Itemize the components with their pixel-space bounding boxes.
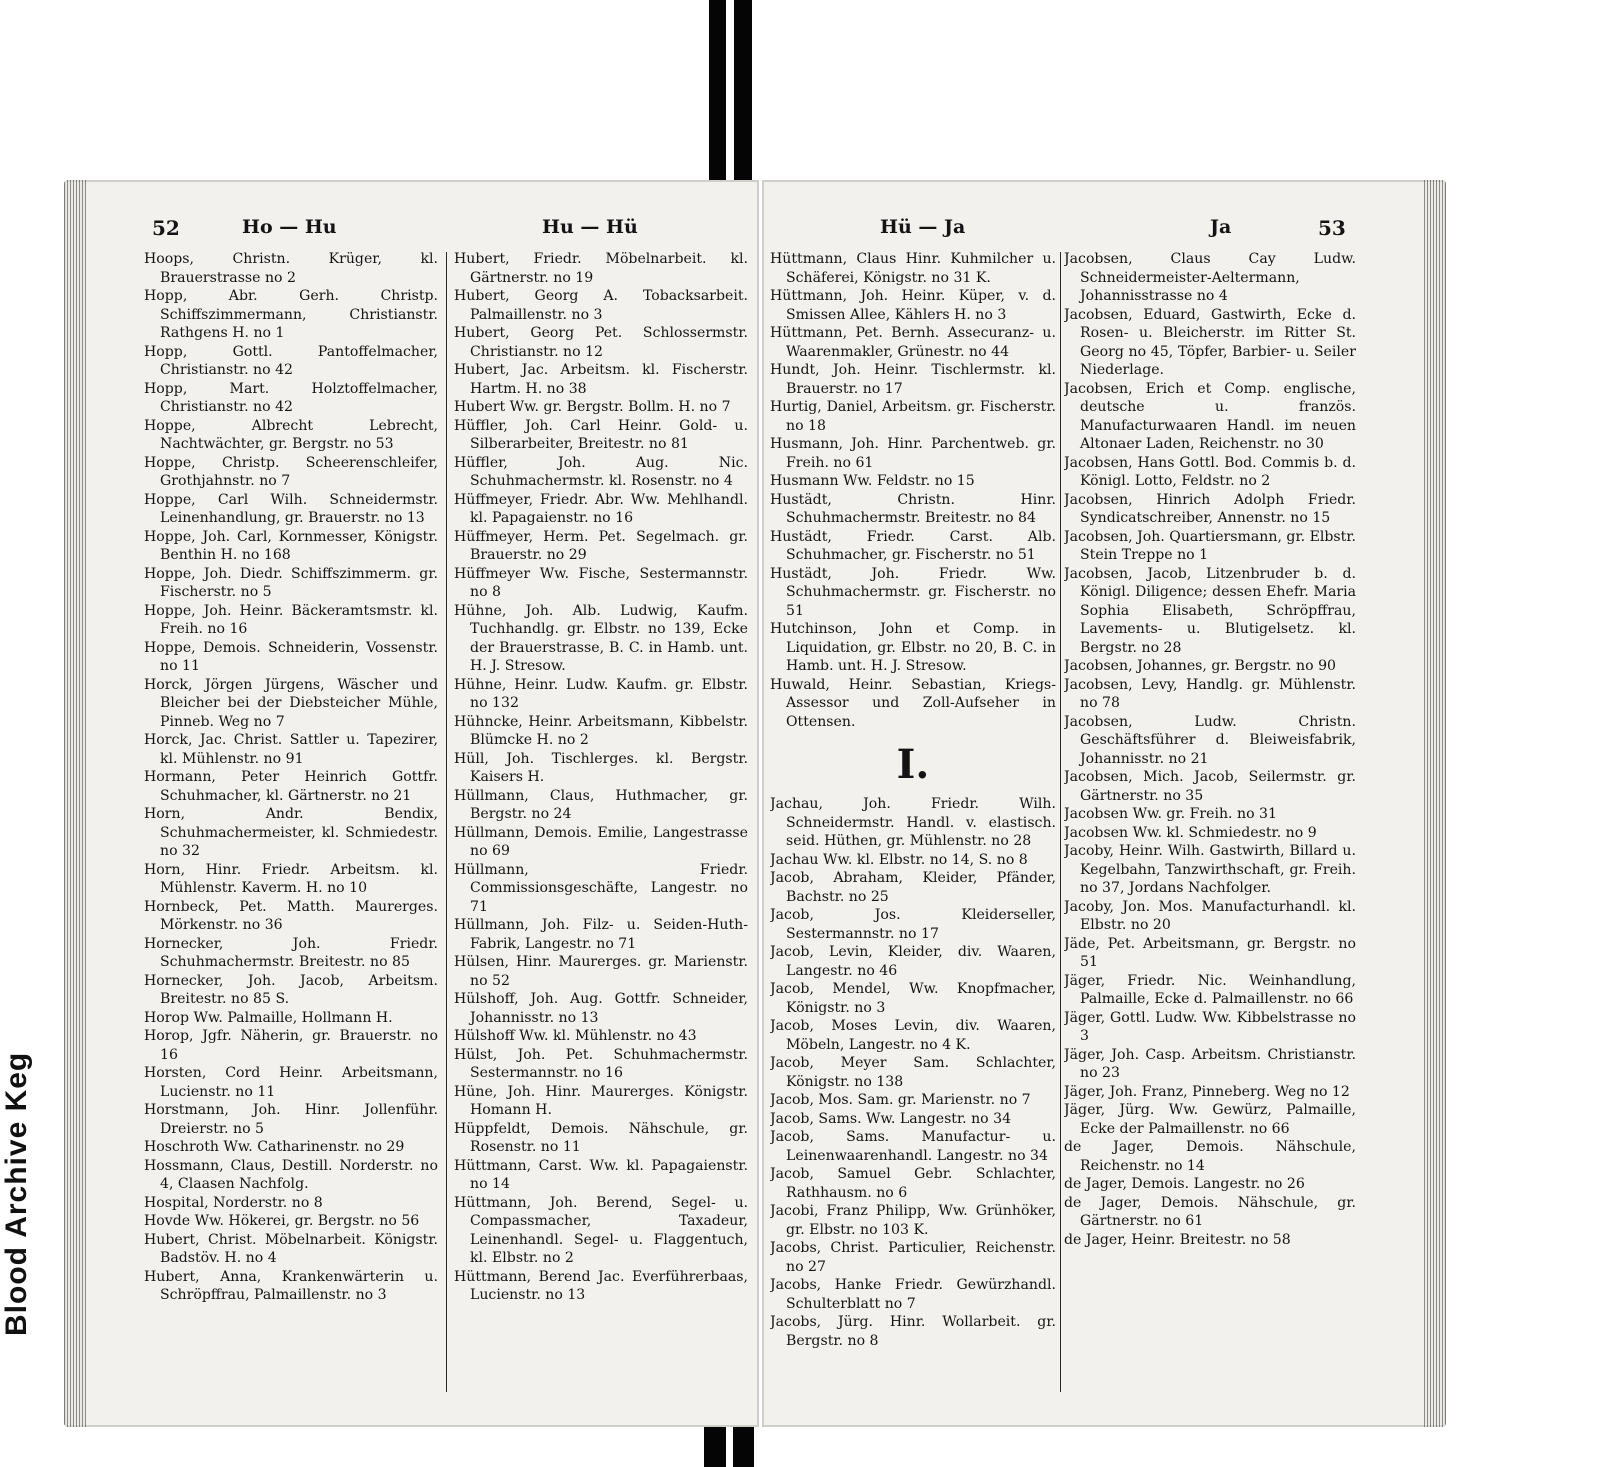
directory-entry: Hopp, Gottl. Pantoffelmacher, Christianstr. no 42 xyxy=(144,343,438,378)
directory-entry: Hubert, Jac. Arbeitsm. kl. Fischerstr. Hartm. H. no 38 xyxy=(454,362,748,397)
directory-entry: Hüllmann, Claus, Huthmacher, gr. Bergstr. no 24 xyxy=(454,787,748,822)
directory-entry: Hüll, Joh. Tischlerges. kl. Bergstr. Kaisers H. xyxy=(454,750,748,785)
directory-entry: Jacob, Moses Levin, div. Waaren, Möbeln, Langestr. no 4 K. xyxy=(770,1018,1056,1053)
directory-entry: Hoschroth Ww. Catharinenstr. no 29 xyxy=(144,1139,405,1155)
directory-entry: Jacob, Meyer Sam. Schlachter, Königstr. no 138 xyxy=(770,1055,1056,1090)
directory-entry: Hopp, Mart. Holztoffelmacher, Christianstr. no 42 xyxy=(144,380,438,415)
directory-entry: Horsten, Cord Heinr. Arbeitsmann, Lucienstr. no 11 xyxy=(144,1065,438,1100)
directory-entry: Hoppe, Christp. Scheerenschleifer, Grothjahnstr. no 7 xyxy=(144,454,438,489)
directory-entry: de Jager, Demois. Nähschule, gr. Gärtnerstr. no 61 xyxy=(1064,1194,1356,1229)
directory-entry: Hüffler, Joh. Aug. Nic. Schuhmachermstr. kl. Rosenstr. no 4 xyxy=(454,454,748,489)
directory-entry: Jacobsen Ww. kl. Schmiedestr. no 9 xyxy=(1064,824,1317,841)
right-page xyxy=(762,180,1446,1427)
side-archive-label: Blood Archive Keg xyxy=(0,1051,33,1336)
directory-entry: Hüppfeldt, Demois. Nähschule, gr. Rosenstr. no 11 xyxy=(454,1120,748,1155)
page-number-left: 52 xyxy=(152,216,180,240)
directory-entry: Hüne, Joh. Hinr. Maurerges. Königstr. Homann H. xyxy=(454,1083,748,1118)
directory-entry: Horck, Jörgen Jürgens, Wäscher und Bleicher bei der Diebsteicher Mühle, Pinneb. Weg no 7 xyxy=(144,676,438,730)
right-page-column-1 xyxy=(770,250,1056,1400)
directory-entry: Hüttmann, Pet. Bernh. Assecuranz- u. Waarenmakler, Grünestr. no 44 xyxy=(770,325,1056,360)
directory-entry: Jacobs, Jürg. Hinr. Wollarbeit. gr. Bergstr. no 8 xyxy=(770,1314,1056,1349)
directory-entry: Jachau, Joh. Friedr. Wilh. Schneidermstr. Handl. v. elastisch. seid. Hüthen, gr. Mühlenstr. no 28 xyxy=(770,796,1056,849)
directory-entry: Hüllmann, Friedr. Commissionsgeschäfte, Langestr. no 71 xyxy=(454,861,748,915)
directory-entry: Jacobsen, Hinrich Adolph Friedr. Syndicatschreiber, Annenstr. no 15 xyxy=(1064,491,1356,526)
running-head-right-col2: Ja xyxy=(1210,216,1232,238)
directory-entry: Huwald, Heinr. Sebastian, Kriegs-Assessor und Zoll-Aufseher in Ottensen. xyxy=(770,676,1056,730)
directory-entry: Jacobsen Ww. gr. Freih. no 31 xyxy=(1064,806,1277,822)
directory-entry: Horn, Andr. Bendix, Schuhmachermeister, kl. Schmiedestr. no 32 xyxy=(144,806,438,859)
directory-entry: Hülshoff Ww. kl. Mühlenstr. no 43 xyxy=(454,1028,697,1044)
directory-entry: Hoppe, Carl Wilh. Schneidermstr. Leinenhandlung, gr. Brauerstr. no 13 xyxy=(144,491,438,526)
running-head-right: Hü — Ja xyxy=(880,216,966,238)
directory-entry: Hülst, Joh. Pet. Schuhmachermstr. Sestermannstr. no 16 xyxy=(454,1046,748,1081)
directory-entry: Hüffmeyer, Friedr. Abr. Ww. Mehlhandl. kl. Papagaienstr. no 16 xyxy=(454,491,748,526)
directory-entry: Hustädt, Joh. Friedr. Ww. Schuhmachermstr. gr. Fischerstr. no 51 xyxy=(770,565,1056,619)
directory-entry: Hubert, Christ. Möbelnarbeit. Königstr. Badstöv. H. no 4 xyxy=(144,1231,438,1266)
directory-entry: Horop, Jgfr. Näherin, gr. Brauerstr. no 16 xyxy=(144,1028,438,1063)
directory-entry: Hüffmeyer Ww. Fische, Sestermannstr. no 8 xyxy=(454,565,748,600)
directory-entry: Jacoby, Heinr. Wilh. Gastwirth, Billard u. Kegelbahn, Tanzwirthschaft, gr. Freih. no 37, Jordans Nachfolger. xyxy=(1064,843,1356,896)
directory-entry: Jacob, Mos. Sam. gr. Marienstr. no 7 xyxy=(770,1092,1031,1108)
directory-entry: Jäger, Jürg. Ww. Gewürz, Palmaille, Ecke der Palmaillenstr. no 66 xyxy=(1064,1102,1356,1137)
directory-entry: Hustädt, Friedr. Carst. Alb. Schuhmacher, gr. Fischerstr. no 51 xyxy=(770,528,1056,563)
directory-entry: Horn, Hinr. Friedr. Arbeitsm. kl. Mühlenstr. Kaverm. H. no 10 xyxy=(144,861,438,896)
directory-entry: Jacobsen, Ludw. Christn. Geschäftsführer d. Bleiweisfabrik, Johannisstr. no 21 xyxy=(1064,713,1356,767)
directory-entry: Hubert Ww. gr. Bergstr. Bollm. H. no 7 xyxy=(454,399,731,415)
directory-entry: Hoppe, Joh. Heinr. Bäckeramtsmstr. kl. Freih. no 16 xyxy=(144,602,438,637)
binding-tab-top xyxy=(709,0,752,196)
directory-entry: Jacob, Jos. Kleiderseller, Sestermannstr. no 17 xyxy=(770,907,1056,942)
directory-entry: Jacobs, Christ. Particulier, Reichenstr. no 27 xyxy=(770,1240,1056,1275)
directory-entry: Hubert, Georg Pet. Schlossermstr. Christianstr. no 12 xyxy=(454,325,748,360)
running-head-left: Ho — Hu xyxy=(242,216,337,238)
directory-entry: Hüttmann, Claus Hinr. Kuhmilcher u. Schäferei, Königstr. no 31 K. xyxy=(770,251,1056,286)
directory-entry: Hüttmann, Berend Jac. Everführerbaas, Lucienstr. no 13 xyxy=(454,1268,748,1303)
directory-entry: Jacobsen, Jacob, Litzenbruder b. d. Königl. Diligence; dessen Ehefr. Maria Sophia Elisabeth, Schröpffrau, Lavements- u. Blutigelsetz. kl. Bergstr. no 28 xyxy=(1064,565,1356,656)
directory-entry: Horop Ww. Palmaille, Hollmann H. xyxy=(144,1009,393,1026)
directory-entry: Husmann Ww. Feldstr. no 15 xyxy=(770,473,975,489)
directory-entry: Jacobsen, Hans Gottl. Bod. Commis b. d. Königl. Lotto, Feldstr. no 2 xyxy=(1064,454,1356,489)
directory-entry: Jacobsen, Mich. Jacob, Seilermstr. gr. Gärtnerstr. no 35 xyxy=(1064,769,1356,804)
left-page xyxy=(64,180,759,1427)
directory-entry: Jacobi, Franz Philipp, Ww. Grünhöker, gr. Elbstr. no 103 K. xyxy=(770,1203,1056,1238)
directory-entry: Hühncke, Heinr. Arbeitsmann, Kibbelstr. Blümcke H. no 2 xyxy=(454,713,748,748)
directory-entry: Jäger, Joh. Franz, Pinneberg. Weg no 12 xyxy=(1064,1083,1350,1100)
directory-entry: Hüffmeyer, Herm. Pet. Segelmach. gr. Brauerstr. no 29 xyxy=(454,528,748,563)
directory-entry: Jacob, Levin, Kleider, div. Waaren, Langestr. no 46 xyxy=(770,944,1056,979)
column-divider xyxy=(1060,252,1061,1392)
directory-entry: Hüllmann, Joh. Filz- u. Seiden-Huth-Fabrik, Langestr. no 71 xyxy=(454,917,748,952)
section-letter-heading: I. xyxy=(896,741,930,788)
directory-entry: Hopp, Abr. Gerh. Christp. Schiffszimmermann, Christianstr. Rathgens H. no 1 xyxy=(144,288,438,341)
directory-entry: Jacobsen, Erich et Comp. englische, deutsche u. französ. Manufacturwaaren Handl. im neuen Altonaer Laden, Reichenstr. no 30 xyxy=(1064,380,1356,452)
right-page-column-2 xyxy=(1064,250,1356,1400)
directory-entry: Hühne, Heinr. Ludw. Kaufm. gr. Elbstr. no 132 xyxy=(454,676,748,711)
directory-entry: de Jager, Demois. Nähschule, Reichenstr. no 14 xyxy=(1064,1139,1356,1174)
directory-entry: Hundt, Joh. Heinr. Tischlermstr. kl. Brauerstr. no 17 xyxy=(770,362,1056,397)
directory-entry: Jacob, Sams. Ww. Langestr. no 34 xyxy=(770,1110,1012,1127)
directory-entry: Jacoby, Jon. Mos. Manufacturhandl. kl. Elbstr. no 20 xyxy=(1064,898,1356,933)
directory-entry: Hüttmann, Joh. Heinr. Küper, v. d. Smissen Allee, Kählers H. no 3 xyxy=(770,288,1056,323)
directory-entry: Hutchinson, John et Comp. in Liquidation, gr. Elbstr. no 20, B. C. in Hamb. unt. H. J. Stresow. xyxy=(770,621,1056,674)
directory-entry: Hülsen, Hinr. Maurerges. gr. Marienstr. no 52 xyxy=(454,954,748,989)
directory-entry: Hüttmann, Joh. Berend, Segel- u. Compassmacher, Taxadeur, Leinenhandl. Segel- u. Flaggentuch, kl. Elbstr. no 2 xyxy=(454,1194,748,1266)
directory-entry: Jacobs, Hanke Friedr. Gewürzhandl. Schulterblatt no 7 xyxy=(770,1277,1056,1312)
directory-entry: Jacobsen, Eduard, Gastwirth, Ecke d. Rosen- u. Bleicherstr. im Ritter St. Georg no 45, Töpfer, Barbier- u. Seiler Niederlage. xyxy=(1064,306,1356,378)
directory-entry: Jäger, Gottl. Ludw. Ww. Kibbelstrasse no 3 xyxy=(1064,1009,1356,1044)
directory-entry: Jacobsen, Claus Cay Ludw. Schneidermeister-Aeltermann, Johannisstrasse no 4 xyxy=(1064,251,1356,304)
directory-entry: Hubert, Friedr. Möbelnarbeit. kl. Gärtnerstr. no 19 xyxy=(454,251,748,286)
directory-entry: Hornecker, Joh. Jacob, Arbeitsm. Breitestr. no 85 S. xyxy=(144,972,438,1007)
directory-entry: Jachau Ww. kl. Elbstr. no 14, S. no 8 xyxy=(770,851,1028,868)
column-divider xyxy=(446,252,447,1392)
directory-entry: de Jager, Heinr. Breitestr. no 58 xyxy=(1064,1231,1291,1248)
directory-entry: Hoppe, Joh. Carl, Kornmesser, Königstr. Benthin H. no 168 xyxy=(144,528,438,563)
directory-entry: Horck, Jac. Christ. Sattler u. Tapezirer, kl. Mühlenstr. no 91 xyxy=(144,732,438,767)
directory-entry: Jacobsen, Levy, Handlg. gr. Mühlenstr. no 78 xyxy=(1064,676,1356,711)
directory-entry: Husmann, Joh. Hinr. Parchentweb. gr. Freih. no 61 xyxy=(770,436,1056,471)
directory-entry: Horstmann, Joh. Hinr. Jollenführ. Dreierstr. no 5 xyxy=(144,1102,438,1137)
directory-entry: Hoppe, Demois. Schneiderin, Vossenstr. no 11 xyxy=(144,639,438,674)
directory-entry: Hurtig, Daniel, Arbeitsm. gr. Fischerstr. no 18 xyxy=(770,399,1056,434)
directory-entry: Jacobsen, Johannes, gr. Bergstr. no 90 xyxy=(1064,658,1337,674)
left-page-column-2 xyxy=(454,250,748,1400)
directory-entry: Hüllmann, Demois. Emilie, Langestrasse no 69 xyxy=(454,824,748,859)
directory-entry: de Jager, Demois. Langestr. no 26 xyxy=(1064,1176,1305,1192)
page-number-right: 53 xyxy=(1318,216,1346,240)
directory-entry: Hoppe, Albrecht Lebrecht, Nachtwächter, gr. Bergstr. no 53 xyxy=(144,417,438,452)
directory-entry: Jacob, Mendel, Ww. Knopfmacher, Königstr. no 3 xyxy=(770,981,1056,1016)
directory-entry: Hustädt, Christn. Hinr. Schuhmachermstr. Breitestr. no 84 xyxy=(770,491,1056,526)
directory-entry: Jäger, Joh. Casp. Arbeitsm. Christianstr. no 23 xyxy=(1064,1046,1356,1081)
directory-entry: Hubert, Georg A. Tobacksarbeit. Palmaillenstr. no 3 xyxy=(454,288,748,323)
directory-entry: Jacob, Sams. Manufactur- u. Leinenwaarenhandl. Langestr. no 34 xyxy=(770,1129,1056,1164)
directory-entry: Hülshoff, Joh. Aug. Gottfr. Schneider, Johannisstr. no 13 xyxy=(454,991,748,1026)
left-page-column-1 xyxy=(144,250,438,1400)
directory-entry: Hornbeck, Pet. Matth. Maurerges. Mörkenstr. no 36 xyxy=(144,898,438,933)
directory-entry: Hüttmann, Carst. Ww. kl. Papagaienstr. no 14 xyxy=(454,1157,748,1192)
directory-entry: Hovde Ww. Hökerei, gr. Bergstr. no 56 xyxy=(144,1213,420,1229)
directory-entry: Hüffler, Joh. Carl Heinr. Gold- u. Silberarbeiter, Breitestr. no 81 xyxy=(454,417,748,452)
directory-entry: Hubert, Anna, Krankenwärterin u. Schröpffrau, Palmaillenstr. no 3 xyxy=(144,1268,438,1303)
directory-entry: Hornecker, Joh. Friedr. Schuhmachermstr. Breitestr. no 85 xyxy=(144,935,438,970)
directory-entry: Hoops, Christn. Krüger, kl. Brauerstrasse no 2 xyxy=(144,251,438,286)
directory-entry: Jäger, Friedr. Nic. Weinhandlung, Palmaille, Ecke d. Palmaillenstr. no 66 xyxy=(1064,972,1356,1007)
running-head-left-col2: Hu — Hü xyxy=(542,216,638,238)
directory-entry: Hossmann, Claus, Destill. Norderstr. no 4, Claasen Nachfolg. xyxy=(144,1157,438,1192)
directory-entry: Hospital, Norderstr. no 8 xyxy=(144,1194,323,1211)
directory-entry: Jacob, Abraham, Kleider, Pfänder, Bachstr. no 25 xyxy=(770,870,1056,905)
directory-entry: Hormann, Peter Heinrich Gottfr. Schuhmacher, kl. Gärtnerstr. no 21 xyxy=(144,769,438,804)
directory-entry: Jacob, Samuel Gebr. Schlachter, Rathhausm. no 6 xyxy=(770,1166,1056,1201)
directory-entry: Hühne, Joh. Alb. Ludwig, Kaufm. Tuchhandlg. gr. Elbstr. no 139, Ecke der Brauerstrasse, B. C. in Hamb. unt. H. J. Stresow. xyxy=(454,602,748,674)
directory-entry: Hoppe, Joh. Diedr. Schiffszimmerm. gr. Fischerstr. no 5 xyxy=(144,565,438,600)
directory-entry: Jäde, Pet. Arbeitsmann, gr. Bergstr. no 51 xyxy=(1064,935,1356,970)
directory-entry: Jacobsen, Joh. Quartiersmann, gr. Elbstr. Stein Treppe no 1 xyxy=(1064,528,1356,563)
